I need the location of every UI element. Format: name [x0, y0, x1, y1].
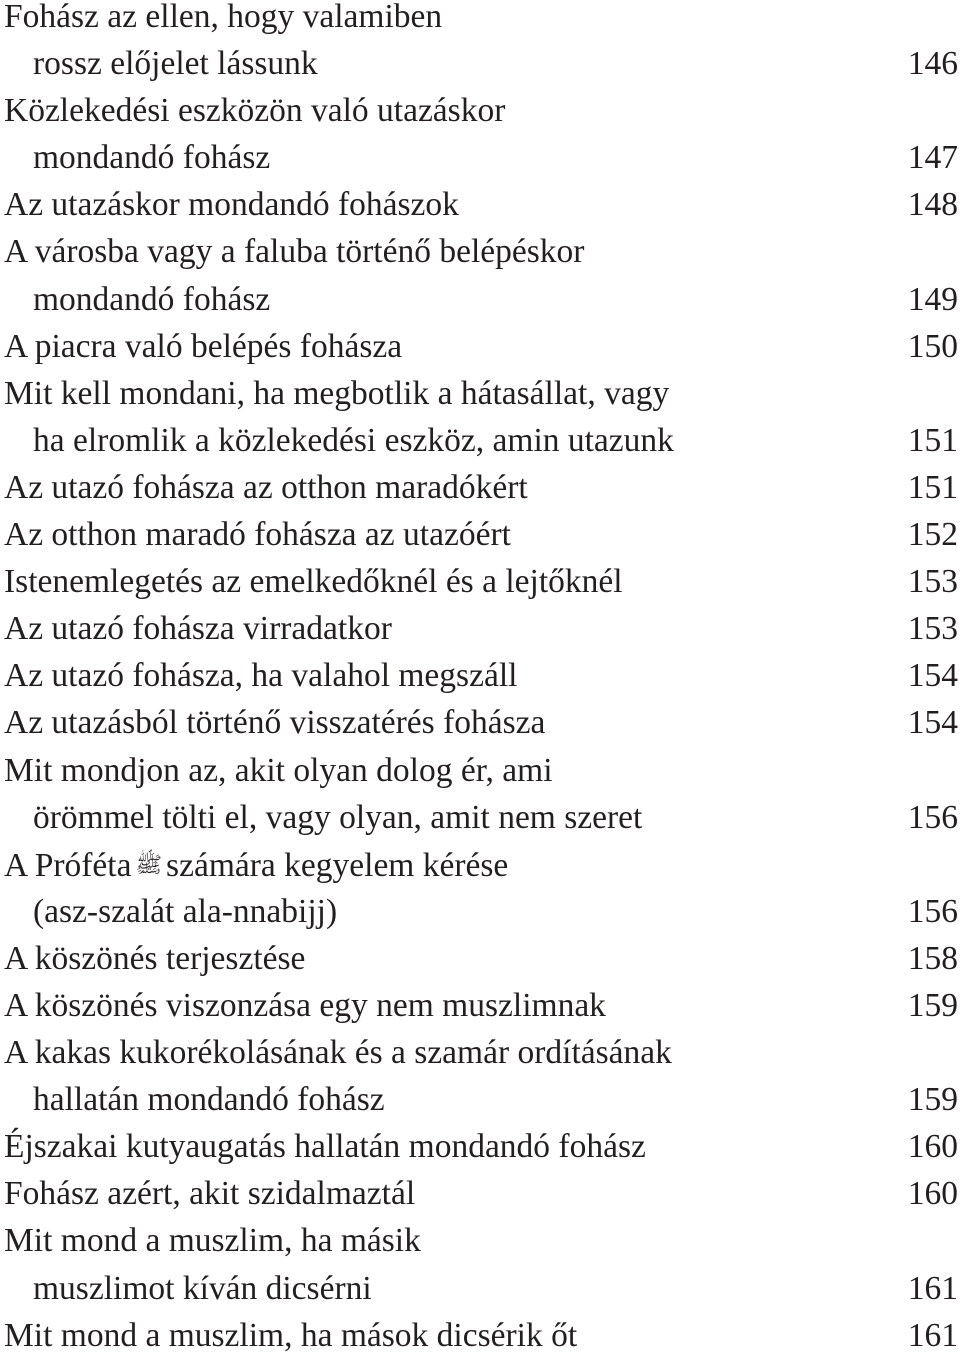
toc-page-number: 151 [907, 468, 958, 506]
toc-entry-title: A köszönés viszonzása egy nem muszlimnak [4, 986, 606, 1024]
toc-entry-title: Istenemlegetés az emelkedőknél és a lejtőknél [4, 563, 623, 601]
salawat-glyph: ﷺ [135, 851, 163, 877]
toc-entry-title [4, 848, 508, 883]
toc-entry-title: örömmel tölti el, vagy olyan, amit nem szeret [33, 798, 643, 836]
toc-page-number: 149 [907, 280, 958, 318]
toc-entry-title: hallatán mondandó fohász [33, 1081, 385, 1119]
toc-page-number: 159 [907, 986, 958, 1024]
toc-line [4, 706, 958, 753]
toc-page-number: 161 [907, 1269, 958, 1307]
toc-line [4, 939, 958, 989]
toc-line [4, 1224, 958, 1271]
toc-page-number: 154 [907, 704, 958, 742]
toc-line [4, 518, 958, 565]
toc-line [4, 565, 958, 612]
toc-entry-title: Az utazó fohásza az otthon maradókért [4, 468, 528, 506]
toc-entry-title: mondandó fohász [33, 139, 271, 177]
toc-line [4, 1316, 958, 1366]
toc-entry-title: ha elromlik a közlekedési eszköz, amin utazunk [33, 421, 674, 459]
toc-page-number: 146 [907, 45, 958, 83]
toc-page-number: 158 [907, 939, 958, 977]
toc-entry-title: Mit mond a muszlim, ha mások dicsérik őt [4, 1316, 578, 1354]
toc-entry-title: A piacra való belépés fohásza [4, 327, 403, 365]
toc-line [4, 751, 958, 801]
toc-entry-title-part: A Próféta [4, 846, 132, 884]
toc-line [4, 0, 958, 47]
toc-page-number: 156 [907, 798, 958, 836]
toc-page-number: 153 [907, 563, 958, 601]
toc-entry-title: (asz-szalát ala-nnabijj) [33, 892, 338, 930]
toc-entry-title: Mit mond a muszlim, ha másik [4, 1222, 421, 1260]
toc-line [4, 374, 958, 424]
toc-line [4, 659, 958, 706]
toc-line [4, 1083, 958, 1130]
toc-line [4, 421, 958, 471]
toc-entry-title-part: számára kegyelem kérése [166, 846, 509, 884]
toc-line [4, 892, 958, 942]
toc-entry-title: Az utazásból történő visszatérés fohásza [4, 704, 546, 742]
toc-page-number: 161 [907, 1316, 958, 1354]
toc-line [4, 798, 958, 848]
toc-page-number: 160 [907, 1128, 958, 1166]
toc-entry-title: A köszönés terjesztése [4, 939, 306, 977]
toc-entry-title: Az otthon maradó fohásza az utazóért [4, 516, 511, 554]
toc-page-number: 148 [907, 186, 958, 224]
toc-page-number: 152 [907, 516, 958, 554]
toc-line [4, 141, 958, 188]
toc-entry-title: rossz előjelet lássunk [33, 45, 318, 83]
toc-entry-title: mondandó fohász [33, 280, 271, 318]
toc-page-number: 154 [907, 657, 958, 695]
toc-line [4, 1269, 958, 1319]
toc-page-number: 153 [907, 610, 958, 648]
toc-line [4, 1177, 958, 1224]
toc-entry-title: A városba vagy a faluba történő belépéskor [4, 233, 585, 271]
toc-line [4, 327, 958, 377]
toc-page-number: 150 [907, 327, 958, 365]
toc-page-number: 160 [907, 1175, 958, 1213]
toc-line [4, 188, 958, 235]
toc-entry-title: A kakas kukorékolásának és a szamár ordításának [4, 1034, 672, 1072]
toc-page-number: 156 [907, 892, 958, 930]
toc-line [4, 468, 958, 518]
table-of-contents [4, 0, 958, 1366]
toc-entry-title: Éjszakai kutyaugatás hallatán mondandó fohász [4, 1128, 646, 1166]
toc-entry-title: Mit mondjon az, akit olyan dolog ér, ami [4, 751, 553, 789]
toc-page-number: 159 [907, 1081, 958, 1119]
toc-line [4, 612, 958, 659]
toc-entry-title: muszlimot kíván dicsérni [33, 1269, 372, 1307]
toc-entry-title: Fohász az ellen, hogy valamiben [4, 0, 443, 35]
toc-line [4, 1130, 958, 1177]
toc-entry-title: Mit kell mondani, ha megbotlik a hátasállat, vagy [4, 374, 670, 412]
toc-page-number: 147 [907, 139, 958, 177]
toc-line [4, 94, 958, 141]
toc-line [4, 1036, 958, 1083]
toc-line [4, 280, 958, 330]
toc-entry-title: Fohász azért, akit szidalmaztál [4, 1175, 416, 1213]
toc-page-number: 151 [907, 421, 958, 459]
toc-line [4, 235, 958, 282]
toc-entry-title: Az utazó fohásza, ha valahol megszáll [4, 657, 518, 695]
toc-entry-title: Közlekedési eszközön való utazáskor [4, 92, 506, 130]
toc-line [4, 848, 958, 895]
toc-entry-title: Az utazáskor mondandó fohászok [4, 186, 459, 224]
toc-line [4, 986, 958, 1036]
toc-entry-title: Az utazó fohásza virradatkor [4, 610, 392, 648]
toc-line [4, 47, 958, 94]
